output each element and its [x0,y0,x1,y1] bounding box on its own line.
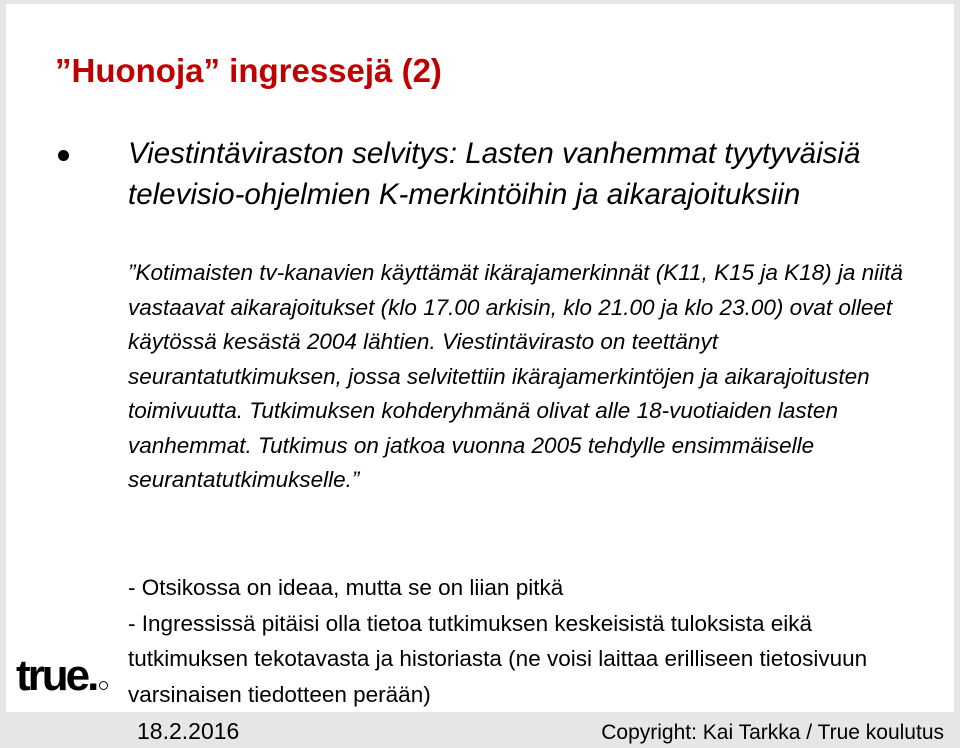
example-headline: Viestintäviraston selvitys: Lasten vanhemmat tyytyväisiä televisio-ohjelmien K-merkintöihin ja aikarajoituksiin [128,137,861,211]
slide-title: ”Huonoja” ingressejä (2) [55,52,442,89]
true-logo [16,651,108,700]
footer-date: 18.2.2016 [137,718,240,744]
comment-item: - Ingressissä pitäisi olla tietoa tutkimuksen keskeisistä tuloksista eikä tutkimuksen tekotavasta ja historiasta (ne voisi laittaa erilliseen tietosivuun varsinaisen tiedotteen perään) [128,610,868,707]
comments-list [128,570,938,712]
logo-text: true. [16,651,97,700]
comment-item: - Otsikossa on ideaa, mutta se on liian pitkä [128,575,564,600]
example-lead: ”Kotimaisten tv-kanavien käyttämät ikärajamerkinnät (K11, K15 ja K18) ja niitä vastaavat aikarajoitukset (klo 17.00 arkisin, klo 21.00 ja klo 23.00) ovat olleet käytössä kesästä 2004 lähtien. Viestintävirasto on teettänyt seurantatutkimuksen, jossa selvitettiin ikärajamerkintöjen ja aikarajoitusten toimivuutta. Tutkimuksen kohderyhmänä olivat alle 18-vuotiaiden lasten vanhemmat. Tutkimus on jatkoa vuonna 2005 tehdylle ensimmäiselle seurantatutkimukselle.” [128,260,903,492]
registered-mark-icon [99,681,108,690]
bullet-icon [58,150,69,161]
footer-copyright: Copyright: Kai Tarkka / True koulutus [601,721,944,744]
